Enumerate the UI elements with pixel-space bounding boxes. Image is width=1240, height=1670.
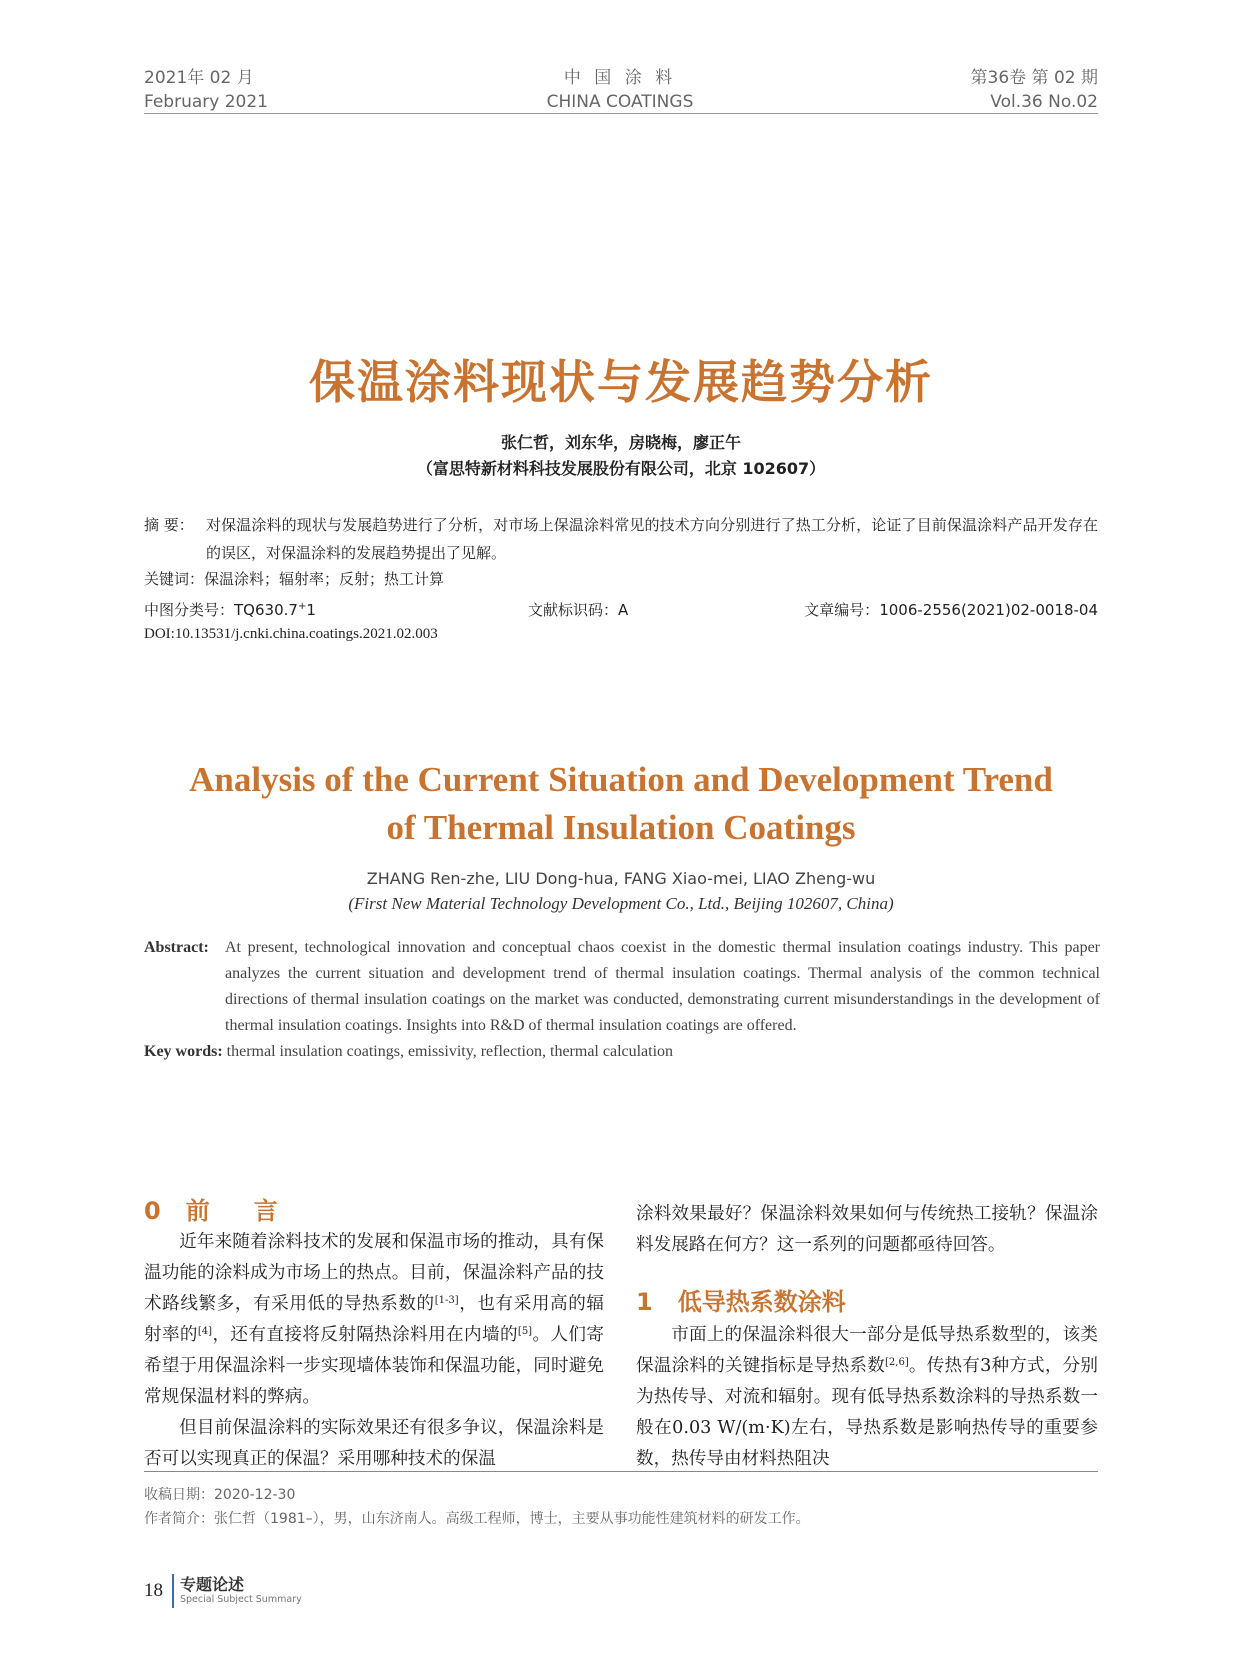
keywords-en	[144, 1043, 673, 1061]
left-column	[144, 1227, 604, 1475]
header-journal-cn: 中 国 涂 料	[563, 68, 677, 88]
title-cn: 保温涂料现状与发展趋势分析	[309, 355, 933, 409]
p3-text-b: 。传热有3种方式，分别为热传导、对流和辐射。现有低导热系数涂料的导热系数一般在0.03 W/(m·K)左右，导热系数是影响热传导的重要参数，热传导由材料热阻决	[636, 1356, 1098, 1469]
p3-text-a: 市面上的保温涂料很大一部分是低导热系数型的，该类保温涂料的关键指标是导热系数	[636, 1325, 1098, 1376]
column-name-en: Special Subject Summary	[180, 1594, 302, 1605]
paragraph-2: 但目前保温涂料的实际效果还有很多争议，保温涂料是否可以实现真正的保温？采用哪种技术的保温	[144, 1418, 604, 1469]
section-0-heading	[144, 1191, 288, 1226]
p1-text-a: 近年来随着涂料技术的发展和保温市场的推动，具有保温功能的涂料成为市场上的热点。目前，保温涂料产品的技术路线繁多，有采用低的导热系数的	[144, 1232, 604, 1314]
clc-tail: 1	[306, 601, 316, 619]
doc-code	[528, 598, 628, 622]
clc-number	[144, 598, 316, 622]
column-name-cn: 专题论述	[180, 1575, 245, 1594]
p1-text-c: ，还有直接将反射隔热涂料用在内墙的	[212, 1325, 518, 1345]
header-divider	[144, 113, 1098, 114]
header-volume	[971, 66, 1098, 114]
right-column-top	[636, 1199, 1098, 1261]
citation: [2,6]	[885, 1357, 909, 1368]
authors-en: ZHANG Ren-zhe, LIU Dong-hua, FANG Xiao-mei, LIAO Zheng-wu	[366, 869, 876, 888]
p1-text-d: 。人们寄希望于用保温涂料一步实现墙体装饰和保温功能，同时避免常规保温材料的弊病。	[144, 1325, 604, 1407]
section-0-title: 前 言	[185, 1197, 288, 1225]
abstract-en-text: At present, technological innovation and conceptual chaos coexist in the domestic thermal insulation coatings industry. This paper analyzes the current situation and development trend of thermal insulation coatings. Thermal analysis of the common technical directions of thermal insulation coatings on the market was conducted, demonstrating current misunderstandings in the development of thermal insulation coatings. Insights into R&D of thermal insulation coatings are offered.	[225, 939, 1100, 1034]
article-number-label: 文章编号：	[804, 601, 880, 619]
section-1-title: 低导热系数涂料	[677, 1288, 846, 1316]
footnote-divider	[144, 1471, 1098, 1472]
header-date-en: February 2021	[144, 92, 268, 112]
article-number-value: 1006-2556(2021)02-0018-04	[879, 601, 1098, 619]
keywords-en-label: Key words:	[144, 1043, 223, 1060]
authors-cn: 张仁哲，刘东华，房晓梅，廖正午	[500, 433, 741, 452]
abstract-cn-label: 摘 要：	[144, 516, 194, 534]
citation: [1-3]	[434, 1295, 459, 1306]
footer-bar	[172, 1574, 174, 1608]
title-en-line2: of Thermal Insulation Coatings	[386, 808, 856, 847]
keywords-cn-text: 保温涂料；辐射率；反射；热工计算	[204, 570, 445, 588]
header-volume-cn: 第36卷 第 02 期	[970, 68, 1098, 88]
clc-value: TQ630.7	[234, 601, 298, 619]
header-date	[144, 66, 268, 114]
abstract-cn-text: 对保温涂料的现状与发展趋势进行了分析，对市场上保温涂料常见的技术方向分别进行了热工分析，论证了目前保温涂料产品开发存在的误区，对保温涂料的发展趋势提出了见解。	[206, 516, 1098, 562]
abstract-cn	[144, 511, 1098, 567]
author-bio: 作者简介：张仁哲（1981–），男，山东济南人。高级工程师，博士，主要从事功能性建筑材料的研发工作。	[144, 1511, 810, 1527]
section-0-number: 0	[144, 1197, 161, 1225]
p1-text-b: ，也有采用高的辐射率的	[144, 1294, 604, 1345]
title-en	[144, 756, 1098, 852]
keywords-cn	[144, 565, 444, 593]
title-en-line1: Analysis of the Current Situation and Development Trend	[189, 760, 1053, 799]
right-column-bottom	[636, 1320, 1098, 1475]
header-journal	[444, 66, 796, 114]
doc-code-value: A	[618, 601, 629, 619]
section-1-heading	[636, 1282, 846, 1317]
page-number: 18	[144, 1580, 163, 1601]
header-volume-en: Vol.36 No.02	[990, 92, 1098, 112]
paragraph-1	[144, 1227, 604, 1413]
received-date: 收稿日期：2020-12-30	[144, 1487, 296, 1503]
abstract-en-label: Abstract:	[144, 939, 209, 956]
keywords-cn-label: 关键词：	[144, 570, 205, 588]
article-number	[804, 598, 1098, 622]
header-date-cn: 2021年 02 月	[144, 68, 254, 88]
doi: DOI:10.13531/j.cnki.china.coatings.2021.02.003	[144, 626, 438, 642]
affiliation-en: (First New Material Technology Development Co., Ltd., Beijing 102607, China)	[348, 894, 894, 913]
clc-label: 中图分类号：	[144, 601, 235, 619]
paragraph-2-continued: 涂料效果最好？保温涂料效果如何与传统热工接轨？保温涂料发展路在何方？这一系列的问题都亟待回答。	[636, 1204, 1098, 1255]
paragraph-3	[636, 1320, 1098, 1475]
keywords-en-text: thermal insulation coatings, emissivity, reflection, thermal calculation	[226, 1043, 674, 1060]
abstract-en	[144, 935, 1100, 1039]
citation: [5]	[517, 1326, 533, 1337]
citation: [4]	[197, 1326, 213, 1337]
section-1-number: 1	[636, 1288, 653, 1316]
doc-code-label: 文献标识码：	[528, 601, 619, 619]
clc-sup: +	[297, 601, 307, 612]
affiliation-cn: （富思特新材料科技发展股份有限公司，北京 102607）	[416, 459, 826, 478]
header-journal-en: CHINA COATINGS	[546, 92, 694, 112]
